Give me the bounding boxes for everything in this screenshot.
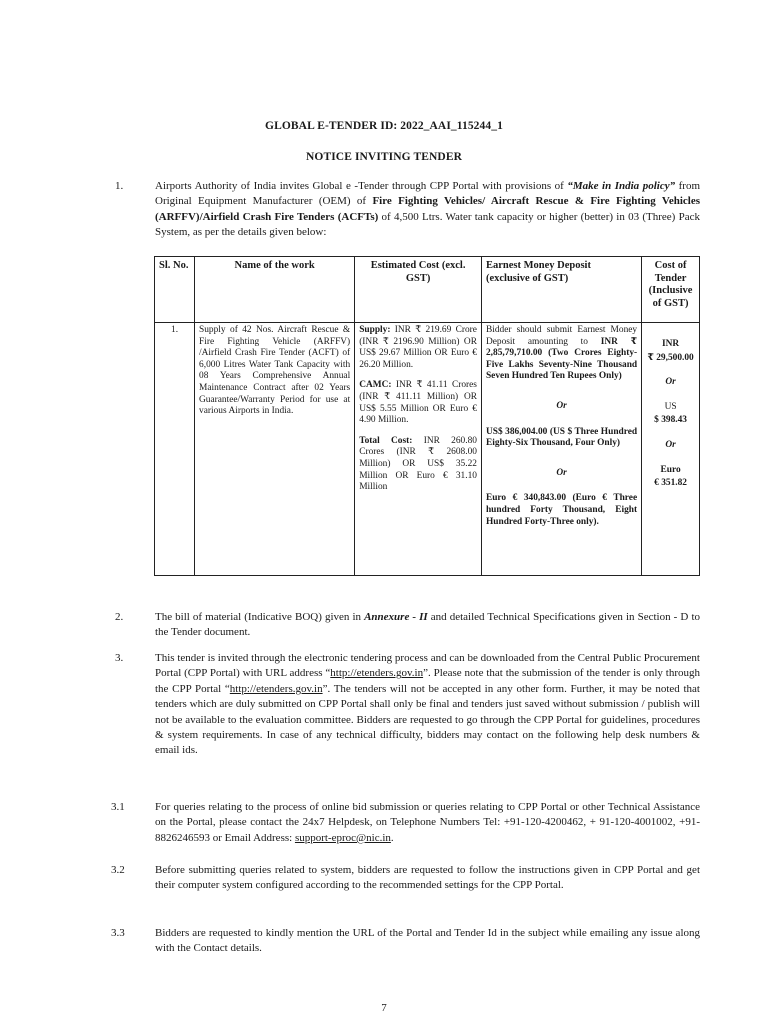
para-2 (155, 610, 700, 641)
supply-value: INR ₹ 219.69 Crore (INR ₹ 2196.90 Million) OR US$ 29.67 Million OR Euro € 26.20 Million. (359, 325, 477, 370)
col-header-emd: Earnest Money Deposit (exclusive of GST) (481, 257, 641, 323)
etenders-link-2[interactable]: http://etenders.gov.in (229, 682, 323, 695)
emd-or-2: Or (556, 467, 567, 478)
emd-or-1: Or (556, 400, 567, 411)
vehicle-types: Fire Fighting Vehicles/ Aircraft Rescue & Fire Fighting Vehicles (ARFFV)/Airfield Crash Fire Tenders (ACFTs) (155, 195, 700, 223)
para-3-3: Bidders are requested to kindly mention the URL of the Portal and Tender Id in the subject while emailing any issue along with the Contact details. (155, 927, 700, 955)
camc-value: INR ₹ 41.11 Crores (INR ₹ 411.11 Million) OR US$ 5.55 Million OR Euro € 4.90 Million. (359, 380, 477, 426)
total-cost (359, 436, 477, 494)
para-2-number: 2. (115, 611, 124, 623)
total-label: Total Cost: (359, 435, 413, 446)
tc-inr: ₹ 29,500.00 (647, 352, 694, 363)
para-3-2: Before submitting queries related to system, bidders are requested to follow the instructions given in CPP Portal and get their computer system configured according to the recommended settings for the CPP Portal. (155, 864, 700, 892)
col-header-cost: Estimated Cost (excl. GST) (355, 257, 482, 323)
total-value: INR 260.80 Crores (INR ₹ 2608.00 Million) OR US$ 35.22 Million OR Euro € 31.10 Million (359, 435, 477, 493)
table-header-row (155, 257, 700, 323)
para-1-text-c: of 4,500 Ltrs. Water tank capacity or higher (better) in 03 (Three) Pack System, as per the details given below: (155, 210, 700, 239)
col-header-sl: Sl. No. (155, 257, 195, 323)
camc-label: CAMC: (359, 380, 392, 391)
para-3 (155, 651, 700, 759)
etenders-link-1[interactable]: http://etenders.gov.in (330, 667, 424, 680)
tender-details-table (154, 256, 700, 576)
para-3-text-a: This tender is invited through the electronic tendering process and can be downloaded from the Central Public Procurement Portal (CPP Portal) with URL address “ (155, 652, 700, 680)
tc-or-1: Or (665, 377, 676, 388)
para-2-text-b: and detailed Technical Specifications given in Section - D to the Tender document. (155, 611, 700, 639)
para-3-1-end: . (390, 831, 394, 844)
cell-work: Supply of 42 Nos. Aircraft Rescue & Fire Fighting Vehicle (ARFFV) /Airfield Crash Fire Tender (ACFT) of 6,000 Litres Water Tank Capacity with 08 Years Comprehensive Annual Maintenance Contract after 02 Years Guarantee/Warranty Period for use at various Airports in India. (195, 323, 355, 576)
cell-sl: 1. (155, 323, 195, 576)
emd-inr (486, 325, 637, 383)
tc-inr-label: INR (661, 339, 680, 349)
para-3-1-text: For queries relating to the process of online bid submission or queries relating to CPP Portal or other Technical Assistance on the Portal, please contact the 24x7 Helpdesk, on Telephone Numbers Tel: +91-120-4200462, + 91-120-4001002, +91-8826246593 or Email Address: (155, 801, 700, 844)
emd-usd: US$ 386,004.00 (US $ Three Hundred Eighty-Six Thousand, Four Only) (485, 426, 638, 449)
camc-cost (359, 380, 477, 426)
supply-cost (359, 325, 477, 371)
tc-eur: € 351.82 (654, 478, 687, 489)
make-in-india-policy: “Make in India policy” (567, 180, 676, 192)
para-3-text-b: ”. Please note that the submission of the tender is only through the CPP Portal “ (155, 667, 700, 695)
para-3-3-number: 3.3 (111, 927, 125, 939)
support-email-link[interactable]: support-eproc@nic.in (294, 831, 391, 844)
col-header-tender-cost: Cost of Tender (Inclusive of GST) (642, 257, 700, 323)
tender-id-heading: GLOBAL E-TENDER ID: 2022_AAI_115244_1 (265, 120, 503, 132)
cell-tender-cost (642, 323, 700, 576)
emd-inr-amount: INR ₹ 2,85,79,710.00 (Two Crores Eighty-Five Lakhs Seventy-Nine Thousand Seven Hundred Ten Rupees Only) (485, 336, 638, 382)
supply-label: Supply: (359, 325, 391, 335)
table-row (155, 323, 700, 576)
para-1-number: 1. (115, 180, 124, 192)
para-3-text-c: ”. The tenders will not be accepted in any other form. Further, it may be noted that tenders which are duly submitted on CPP Portal shall only be final and tenders just saved without submission / publish will not be available to the evaluation committee. Bidders are requested to go through the CPP Portal for guidelines, procedures & system requirements. In case of any technical difficulty, bidders may contact on the following help desk numbers & email ids. (155, 682, 700, 757)
cell-cost (355, 323, 482, 576)
notice-title: NOTICE INVITING TENDER (306, 151, 462, 163)
col-header-work: Name of the work (195, 257, 355, 323)
emd-intro: Bidder should submit Earnest Money Deposit amounting to (485, 325, 638, 347)
para-3-2-number: 3.2 (111, 864, 125, 876)
page-number: 7 (381, 1002, 387, 1014)
emd-eur: Euro € 340,843.00 (Euro € Three hundred Forty Thousand, Eight Hundred Forty-Three only). (485, 493, 638, 527)
tc-us-label: US (664, 401, 677, 412)
para-1-text-b: from Original Equipment Manufacturer (OEM) of (155, 180, 700, 208)
tc-or-2: Or (665, 439, 676, 450)
cell-emd (481, 323, 641, 576)
para-3-1-number: 3.1 (111, 801, 125, 813)
tc-us: $ 398.43 (654, 415, 687, 426)
para-1-text-a: Airports Authority of India invites Global e -Tender through CPP Portal with provisions of (155, 180, 568, 192)
para-1 (155, 179, 700, 241)
annexure-ref: Annexure - II (364, 611, 428, 623)
para-2-text-a: The bill of material (Indicative BOQ) given in (155, 611, 365, 623)
para-3-number: 3. (115, 652, 124, 664)
tc-eur-label: Euro (660, 464, 681, 475)
para-3-1 (155, 800, 700, 846)
